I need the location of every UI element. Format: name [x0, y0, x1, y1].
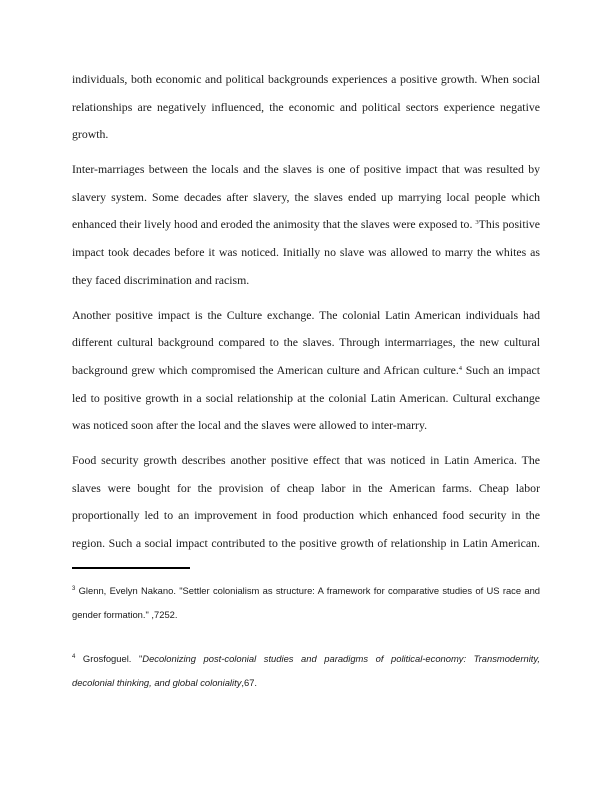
footnote-3-number: 3 [72, 586, 76, 592]
paragraph-1: individuals, both economic and political backgrounds experiences a positive growth. When social relationships are negatively influenced, the economic and political sectors experience negative growth. [72, 72, 540, 142]
paragraph-2 [72, 156, 540, 294]
paragraph-3-text-a: Another positive impact is the Culture exchange. The colonial Latin American individuals had different cultural background compared to the slaves. Through intermarriages, the new cultural background grew which compromised the American culture and African culture. [72, 307, 540, 377]
footnote-ref-3[interactable]: 3 [475, 219, 479, 227]
footnote-4-suffix: ,67. [241, 677, 258, 688]
footnote-4-title: Decolonizing post-colonial studies and paradigms of political-economy: Transmodernity, decolonial thinking, and global coloniality [72, 653, 540, 688]
footnote-separator [72, 567, 190, 569]
paragraph-3 [72, 302, 540, 440]
paragraph-3-text-b: Such an impact led to positive growth in a social relationship at the colonial Latin American. Cultural exchange was noticed soon after the local and the slaves were allowed to inter-marry. [72, 362, 540, 433]
footnote-3 [72, 579, 540, 627]
footnote-4 [72, 647, 540, 695]
footnote-4-number: 4 [72, 654, 76, 660]
footnote-ref-4[interactable]: 4 [458, 364, 463, 372]
footnote-3-text: Glenn, Evelyn Nakano. "Settler colonialism as structure: A framework for comparative studies of US race and gender formation." ,7252. [72, 585, 540, 620]
body-text [72, 66, 540, 565]
footnotes [72, 579, 540, 695]
paragraph-2-text-b: This positive impact took decades before it was noticed. Initially no slave was allowed to marry the whites as they faced discrimination and racism. [72, 217, 541, 287]
paragraph-2-text-a: Inter-marriages between the locals and the slaves is one of positive impact that was resulted by slavery system. Some decades after slavery, the slaves ended up marrying local people which enhanced their lively hood and eroded the animosity that the slaves were exposed to. [72, 162, 540, 232]
paragraph-4: Food security growth describes another positive effect that was noticed in Latin America. The slaves were bought for the provision of cheap labor in the American farms. Cheap labor proportionally led to an improvement in food production which enhanced food security in the region. Such a social impact contributed to the positive growth of relationship in Latin American. [72, 453, 540, 550]
footnote-4-prefix: Grosfoguel. " [75, 653, 143, 664]
